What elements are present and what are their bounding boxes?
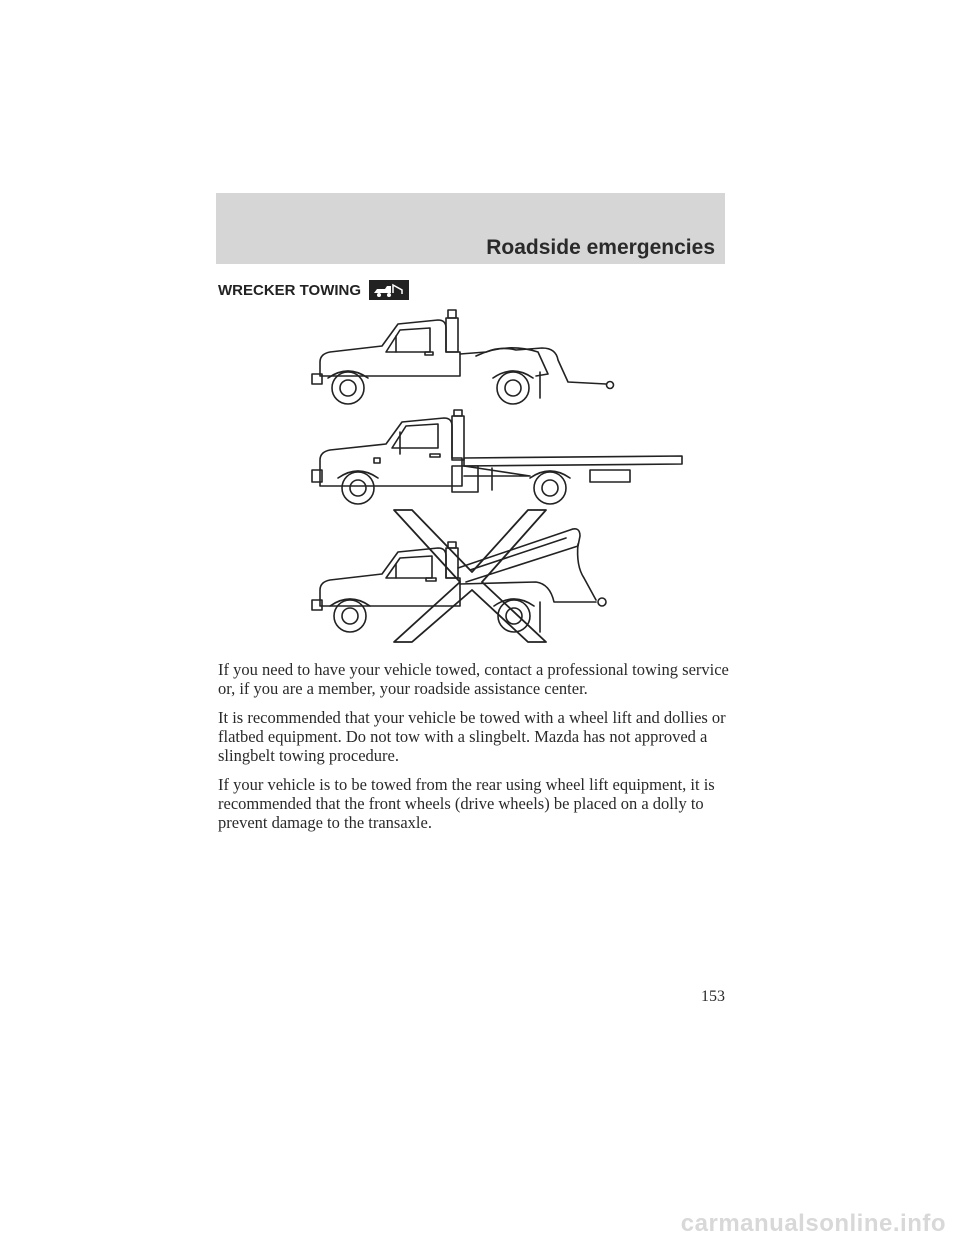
header-band [216,193,725,264]
paragraph-2: It is recommended that your vehicle be towed with a wheel lift and dollies or flatbed equipment. Do not tow with a slingbelt. Mazda has not approved a slingbelt towing procedure. [218,708,726,765]
body-text [218,660,730,842]
paragraph-1: If you need to have your vehicle towed, contact a professional towing service or, if you are a member, your roadside assistance center. [218,660,729,698]
section-heading [218,280,409,300]
page-title: Roadside emergencies [486,236,715,259]
paragraph-3: If your vehicle is to be towed from the rear using wheel lift equipment, it is recommended that the front wheels (drive wheels) be placed on a dolly to prevent damage to the transaxle. [218,775,715,832]
flatbed-truck [312,410,682,504]
wheel-lift-truck [312,310,614,404]
page-number: 153 [701,988,725,1005]
towing-illustration [300,306,700,652]
watermark: carmanualsonline.info [680,1210,946,1237]
section-heading-label: WRECKER TOWING [218,281,362,299]
tow-truck-icon [369,280,409,300]
prohibited-cross-icon [394,510,546,642]
